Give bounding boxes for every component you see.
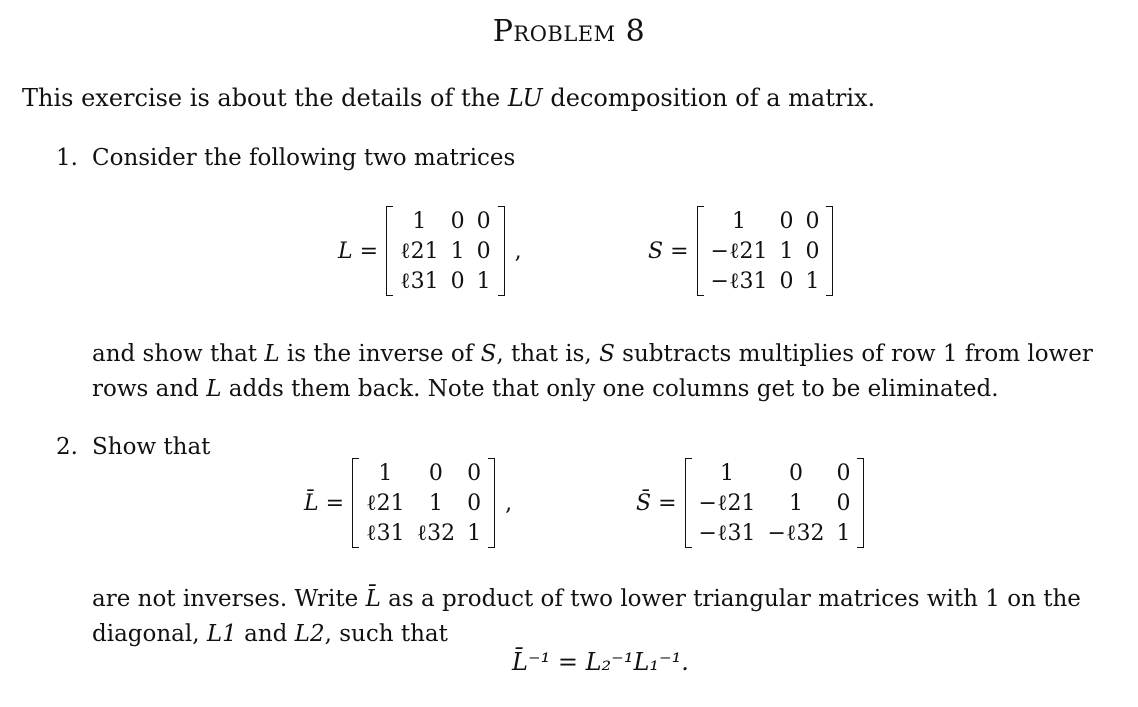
matrix-Lbar-table: 1 0 0 ℓ21 1 0 ℓ31 ℓ32 1 [366,460,482,546]
item-1-text: Consider the following two matrices [92,145,516,171]
page-title: Problem 8 [492,14,646,49]
matrix-S-table: 1 0 0 −ℓ21 1 0 −ℓ31 0 1 [710,208,820,294]
matrix-L-label: L [338,238,353,264]
matrix-Sbar-table: 1 0 0 −ℓ21 1 0 −ℓ31 −ℓ32 1 [698,460,851,546]
matrix-Lbar-label: L̄ [304,490,319,516]
matrix-Lbar: L̄ = 1 0 0 ℓ21 1 0 ℓ31 ℓ32 1 , [304,458,512,548]
matrix-L-table: 1 0 0 ℓ21 1 0 ℓ31 0 1 [400,208,491,294]
matrix-S: S = 1 0 0 −ℓ21 1 0 −ℓ31 0 1 [648,206,833,296]
inverse-equation: L̄⁻¹ = L₂⁻¹L₁⁻¹. [512,648,689,676]
item-1-paragraph: and show that L is the inverse of S, that is, S subtracts multiplies of row 1 from lower rows and L adds them back. Note that only one columns get to be eliminated. [92,341,1093,402]
matrix-Sbar-label: S̄ [636,490,652,516]
matrix-S-label: S [648,238,664,264]
item-1-number: 1. [56,145,78,171]
matrix-Sbar: S̄ = 1 0 0 −ℓ21 1 0 −ℓ31 −ℓ32 1 [636,458,864,548]
item-2-text: Show that [92,434,211,460]
item-2-number: 2. [56,434,78,460]
intro-text: This exercise is about the details of the LU decomposition of a matrix. [22,84,876,112]
matrix-L: L = 1 0 0 ℓ21 1 0 ℓ31 0 1 , [338,206,522,296]
item-2-paragraph: are not inverses. Write L̄ as a product of two lower triangular matrices with 1 on the diagonal, L1 and L2, such that [92,586,1081,647]
